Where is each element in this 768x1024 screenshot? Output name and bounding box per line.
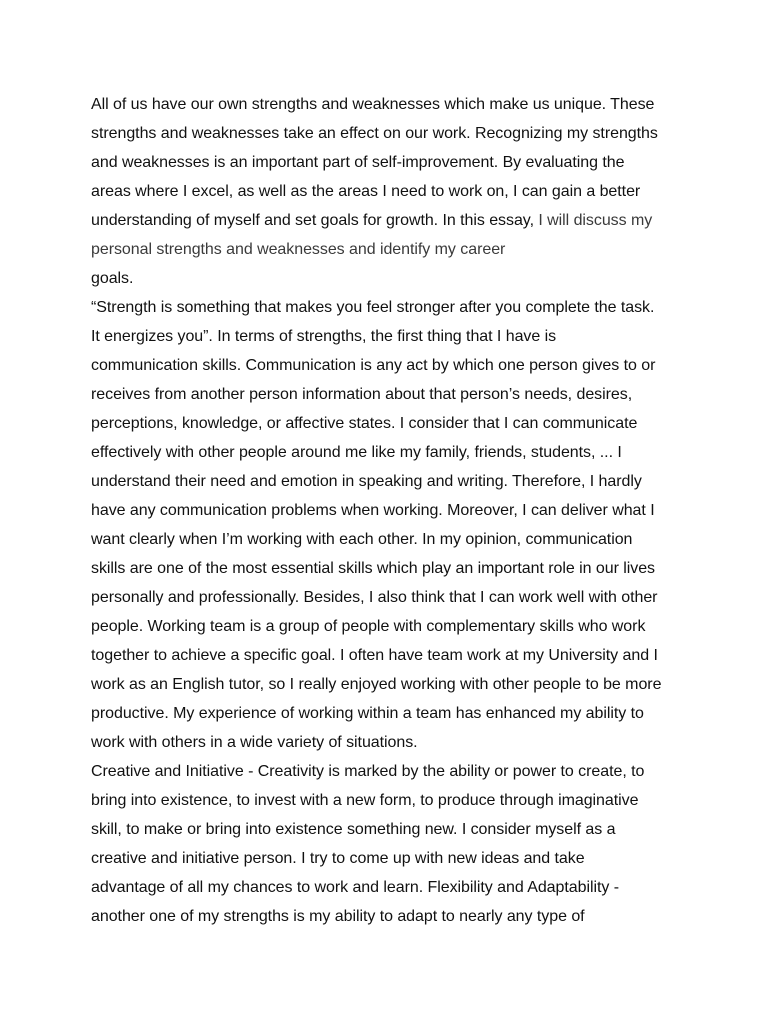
text-line: personal strengths and weaknesses and identify my career [91,241,506,258]
text-line: communication skills. Communication is any act by which one person gives to or [91,357,656,374]
text-line: work as an English tutor, so I really enjoyed working with other people to be more [91,676,662,693]
text-line: and weaknesses is an important part of self-improvement. By evaluating the [91,154,625,171]
text-line: creative and initiative person. I try to come up with new ideas and take [91,850,585,867]
text-line: skills are one of the most essential skills which play an important role in our lives [91,560,656,577]
text-line: want clearly when I’m working with each other. In my opinion, communication [91,531,633,548]
text-line: It energizes you”. In terms of strengths, the first thing that I have is [91,328,557,345]
text-line: have any communication problems when working. Moreover, I can deliver what I [91,502,655,519]
text-line: goals. [91,270,134,287]
text-line: productive. My experience of working within a team has enhanced my ability to [91,705,644,722]
text-line: skill, to make or bring into existence something new. I consider myself as a [91,821,616,838]
text-line: personally and professionally. Besides, I also think that I can work well with other [91,589,658,606]
text-line: understanding of myself and set goals for growth. In this essay, I will discuss my [91,212,653,229]
text-line: All of us have our own strengths and weaknesses which make us unique. These [91,96,655,113]
text-line: receives from another person information about that person’s needs, desires, [91,386,633,403]
text-line: people. Working team is a group of people with complementary skills who work [91,618,646,635]
text-line: work with others in a wide variety of situations. [91,734,418,751]
text-line: bring into existence, to invest with a new form, to produce through imaginative [91,792,639,809]
text-line: together to achieve a specific goal. I often have team work at my University and I [91,647,658,664]
text-line: strengths and weaknesses take an effect on our work. Recognizing my strengths [91,125,658,142]
text-line: another one of my strengths is my ability to adapt to nearly any type of [91,908,585,925]
text-line: effectively with other people around me like my family, friends, students, ... I [91,444,622,461]
essay-text [91,90,691,931]
text-line: advantage of all my chances to work and learn. Flexibility and Adaptability - [91,879,619,896]
text-line: “Strength is something that makes you feel stronger after you complete the task. [91,299,655,316]
text-line: perceptions, knowledge, or affective states. I consider that I can communicate [91,415,638,432]
text-line: understand their need and emotion in speaking and writing. Therefore, I hardly [91,473,642,490]
text-line: Creative and Initiative - Creativity is marked by the ability or power to create, to [91,763,645,780]
text-line: areas where I excel, as well as the areas I need to work on, I can gain a better [91,183,641,200]
